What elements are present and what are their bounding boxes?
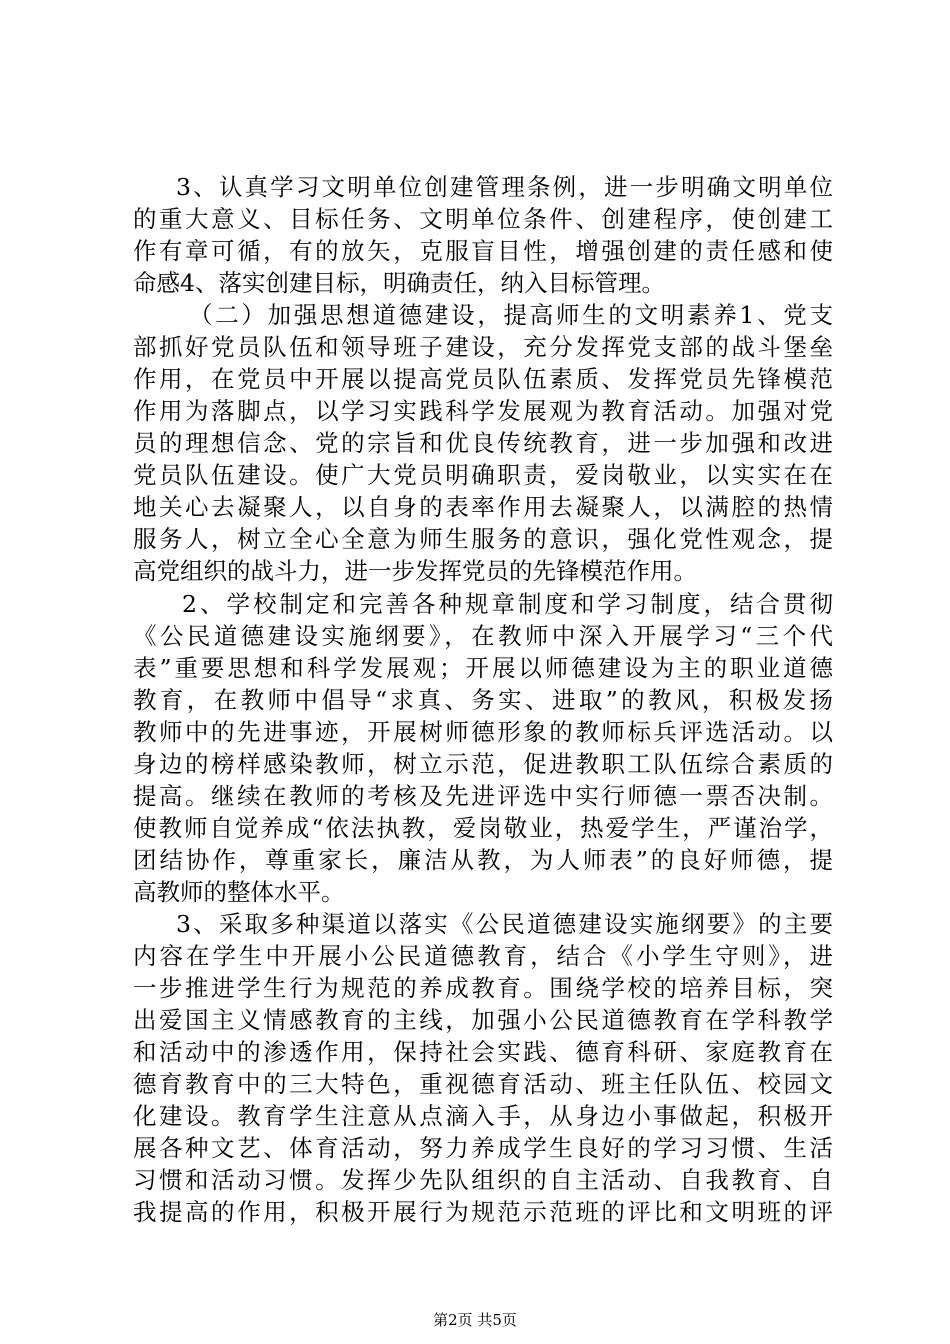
paragraph-2-line-1: （二）加强思想道德建设，提高师生的文明素养1、党支 (189, 301, 833, 329)
paragraph-4-line-4: 出爱国主义情感教育的主线，加强小公民道德教育在学科教学 (133, 1006, 833, 1034)
paragraph-2-line-3: 作用，在党员中开展以提高党员队伍素质、发挥党员先锋模范 (133, 365, 833, 393)
paragraph-2-line-9: 高党组织的战斗力，进一步发挥党员的先锋模范作用。 (133, 557, 697, 585)
paragraph-3-line-1: 2、学校制定和完善各种规章制度和学习制度，结合贯彻 (182, 590, 833, 618)
paragraph-3-line-8: 使教师自觉养成“依法执教，爱岗敬业，热爱学生，严谨治学， (133, 814, 833, 842)
paragraph-1-line-2: 的重大意义、目标任务、文明单位条件、创建程序，使创建工 (133, 205, 833, 233)
paragraph-4-line-8: 展各种文艺、体育活动，努力养成学生良好的学习习惯、生活 (133, 1134, 833, 1162)
paragraph-1-line-4: 命感4、落实创建目标，明确责任，纳入目标管理。 (133, 269, 665, 297)
paragraph-3-line-3: 表”重要思想和科学发展观；开展以师德建设为主的职业道德 (133, 654, 833, 682)
paragraph-4-line-9: 习惯和活动习惯。发挥少先队组织的自主活动、自我教育、自 (133, 1166, 833, 1194)
page-number-footer: 第2页 共5页 (433, 1311, 517, 1329)
paragraph-3-line-6: 身边的榜样感染教师，树立示范，促进教职工队伍综合素质的 (133, 750, 833, 778)
paragraph-4-line-3: 一步推进学生行为规范的养成教育。围绕学校的培养目标，突 (133, 974, 833, 1002)
paragraph-3-line-10: 高教师的整体水平。 (133, 878, 345, 906)
paragraph-3-line-4: 教育，在教师中倡导“求真、务实、进取”的教风，积极发扬 (133, 686, 833, 714)
paragraph-1-line-3: 作有章可循，有的放矢，克服盲目性，增强创建的责任感和使 (133, 237, 833, 265)
paragraph-2-line-4: 作用为落脚点，以学习实践科学发展观为教育活动。加强对党 (133, 397, 833, 425)
paragraph-3-line-5: 教师中的先进事迹，开展树师德形象的教师标兵评选活动。以 (133, 718, 833, 746)
paragraph-4-line-7: 化建设。教育学生注意从点滴入手，从身边小事做起，积极开 (133, 1102, 833, 1130)
paragraph-3-line-7: 提高。继续在教师的考核及先进评选中实行师德一票否决制。 (133, 782, 833, 810)
paragraph-4-line-6: 德育教育中的三大特色，重视德育活动、班主任队伍、校园文 (133, 1070, 833, 1098)
paragraph-3-line-2: 《公民道德建设实施纲要》，在教师中深入开展学习“三个代 (133, 622, 833, 650)
paragraph-4-line-1: 3、采取多种渠道以落实《公民道德建设实施纲要》的主要 (176, 910, 833, 938)
paragraph-2-line-8: 服务人，树立全心全意为师生服务的意识，强化党性观念，提 (133, 525, 833, 553)
paragraph-3-line-9: 团结协作，尊重家长，廉洁从教，为人师表”的良好师德，提 (133, 846, 833, 874)
paragraph-2-line-2: 部抓好党员队伍和领导班子建设，充分发挥党支部的战斗堡垒 (133, 333, 833, 361)
paragraph-2-line-5: 员的理想信念、党的宗旨和优良传统教育，进一步加强和改进 (133, 429, 833, 457)
paragraph-2-line-6: 党员队伍建设。使广大党员明确职责，爱岗敬业，以实实在在 (133, 461, 833, 489)
paragraph-4-line-5: 和活动中的渗透作用，保持社会实践、德育科研、家庭教育在 (133, 1038, 833, 1066)
paragraph-2-line-7: 地关心去凝聚人，以自身的表率作用去凝聚人，以满腔的热情 (133, 493, 833, 521)
paragraph-4-line-2: 内容在学生中开展小公民道德教育，结合《小学生守则》，进 (133, 942, 833, 970)
paragraph-4-line-10: 我提高的作用，积极开展行为规范示范班的评比和文明班的评 (133, 1198, 833, 1226)
paragraph-1-line-1: 3、认真学习文明单位创建管理条例，进一步明确文明单位 (176, 173, 833, 201)
